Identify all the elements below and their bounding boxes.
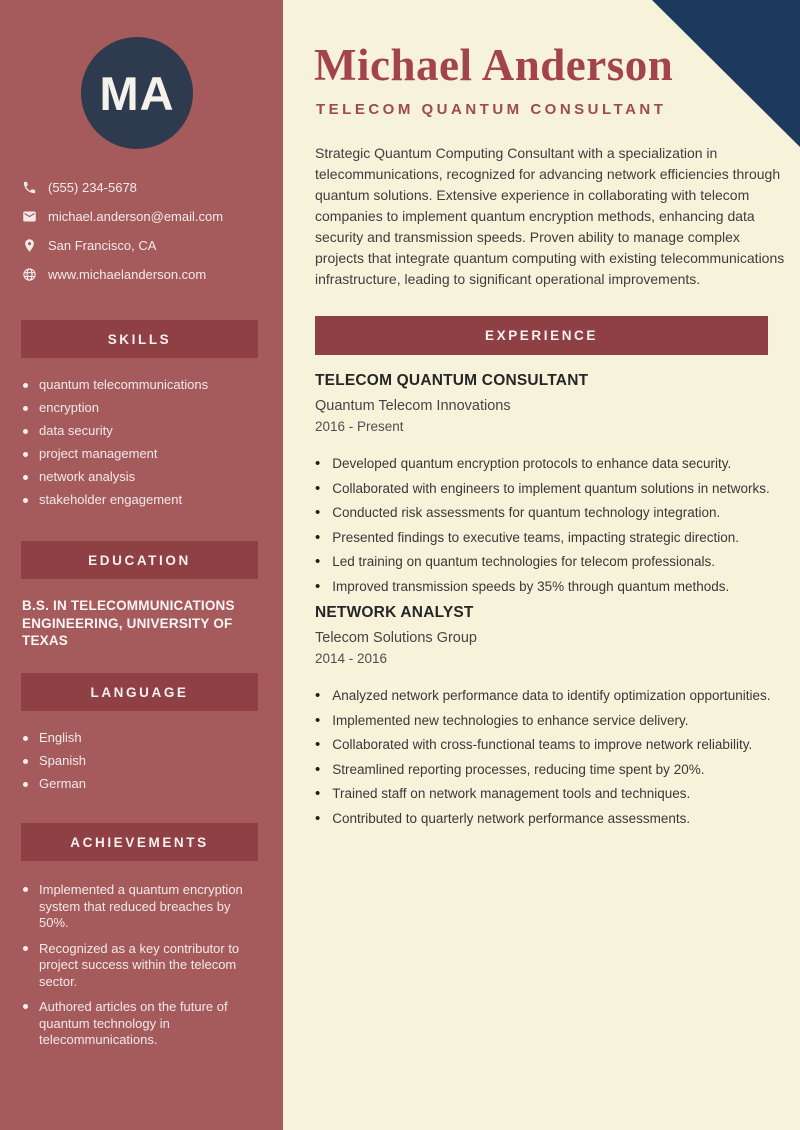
- job-bullet: • Implemented new technologies to enhance service delivery.: [315, 713, 785, 729]
- education-section-header: [21, 541, 258, 579]
- experience-entry: [315, 372, 785, 603]
- job-bullet-list: [315, 456, 785, 595]
- skill-item: project management: [23, 447, 268, 461]
- professional-summary: Strategic Quantum Computing Consultant with a specialization in telecommunications, recognized for advancing network efficiencies through quantum solutions. Extensive experience in collaborating with telecom companies to implement quantum encryption methods, enhancing data security and transmission speeds. Proven ability to manage complex projects that integrate quantum computing with existing telecommunications infrastructure, leading to significant operational improvements.: [315, 145, 785, 287]
- phone-number: (555) 234-5678: [48, 180, 137, 195]
- education-title: EDUCATION: [88, 552, 191, 568]
- contact-location: [22, 231, 272, 260]
- avatar: [81, 37, 193, 149]
- job-bullet: • Improved transmission speeds by 35% through quantum methods.: [315, 579, 785, 595]
- job-company: Telecom Solutions Group: [315, 630, 477, 646]
- achievements-title: ACHIEVEMENTS: [70, 834, 209, 850]
- email-address[interactable]: michael.anderson@email.com: [48, 209, 224, 224]
- page-title: Michael Anderson: [314, 40, 674, 90]
- job-dates: 2016 - Present: [315, 419, 404, 434]
- job-bullet: • Led training on quantum technologies for telecom professionals.: [315, 554, 785, 570]
- job-bullet: • Conducted risk assessments for quantum technology integration.: [315, 505, 785, 521]
- achievement-item: Implemented a quantum encryption system that reduced breaches by 50%.: [23, 882, 255, 932]
- achievement-item: Authored articles on the future of quantum technology in telecommunications.: [23, 999, 255, 1049]
- bullet-dot: [23, 452, 28, 457]
- language-title: LANGUAGE: [90, 684, 189, 700]
- corner-decoration: [652, 0, 800, 147]
- skill-item: encryption: [23, 401, 268, 415]
- skill-item: data security: [23, 424, 268, 438]
- skills-section-header: [21, 320, 258, 358]
- sidebar: [0, 0, 283, 1130]
- bullet-dot: [23, 887, 28, 892]
- bullet-dot: [23, 383, 28, 388]
- education-degree: B.S. IN TELECOMMUNICATIONS ENGINEERING, UNIVERSITY OF TEXAS: [22, 598, 235, 648]
- experience-entry: [315, 604, 785, 835]
- bullet-dot: [23, 736, 28, 741]
- job-role: TELECOM QUANTUM CONSULTANT: [315, 372, 589, 389]
- job-role: NETWORK ANALYST: [315, 604, 474, 621]
- skill-item: quantum telecommunications: [23, 378, 268, 392]
- skills-title: SKILLS: [107, 331, 172, 347]
- job-bullet: • Streamlined reporting processes, reducing time spent by 20%.: [315, 762, 785, 778]
- website-url[interactable]: www.michaelanderson.com: [48, 267, 207, 282]
- job-bullet: • Developed quantum encryption protocols to enhance data security.: [315, 456, 785, 472]
- job-bullet: • Collaborated with cross-functional teams to improve network reliability.: [315, 737, 785, 753]
- language-section-header: [21, 673, 258, 711]
- experience-section-header: [315, 316, 768, 355]
- language-list: [23, 731, 268, 800]
- location-text: San Francisco, CA: [48, 238, 157, 253]
- bullet-dot: [23, 498, 28, 503]
- job-company: Quantum Telecom Innovations: [315, 398, 511, 414]
- language-item: English: [23, 731, 268, 745]
- phone-icon: [22, 180, 37, 195]
- globe-icon: [22, 267, 37, 282]
- job-bullet: • Trained staff on network management tools and techniques.: [315, 786, 785, 802]
- skills-list: [23, 378, 268, 516]
- avatar-initials: MA: [99, 66, 175, 120]
- achievements-section-header: [21, 823, 258, 861]
- contact-phone: [22, 173, 272, 202]
- email-icon: [22, 209, 37, 224]
- location-icon: [22, 238, 37, 253]
- language-item: German: [23, 777, 268, 791]
- language-item: Spanish: [23, 754, 268, 768]
- contact-email: [22, 202, 272, 231]
- job-bullet: • Collaborated with engineers to implement quantum solutions in networks.: [315, 481, 785, 497]
- bullet-dot: [23, 782, 28, 787]
- bullet-dot: [23, 475, 28, 480]
- bullet-dot: [23, 429, 28, 434]
- bullet-dot: [23, 759, 28, 764]
- job-bullet: • Analyzed network performance data to identify optimization opportunities.: [315, 688, 785, 704]
- bullet-dot: [23, 406, 28, 411]
- skill-item: network analysis: [23, 470, 268, 484]
- job-bullet: • Contributed to quarterly network performance assessments.: [315, 811, 785, 827]
- bullet-dot: [23, 946, 28, 951]
- job-dates: 2014 - 2016: [315, 651, 388, 666]
- job-bullet: • Presented findings to executive teams, impacting strategic direction.: [315, 530, 785, 546]
- contact-website: [22, 260, 272, 289]
- bullet-dot: [23, 1004, 28, 1009]
- skill-item: stakeholder engagement: [23, 493, 268, 507]
- achievement-item: Recognized as a key contributor to project success within the telecom sector.: [23, 941, 255, 991]
- job-bullet-list: [315, 688, 785, 827]
- contact-info: [22, 173, 272, 289]
- experience-title: EXPERIENCE: [484, 328, 599, 343]
- achievements-list: [23, 882, 255, 1058]
- job-headline: TELECOM QUANTUM CONSULTANT: [316, 101, 667, 118]
